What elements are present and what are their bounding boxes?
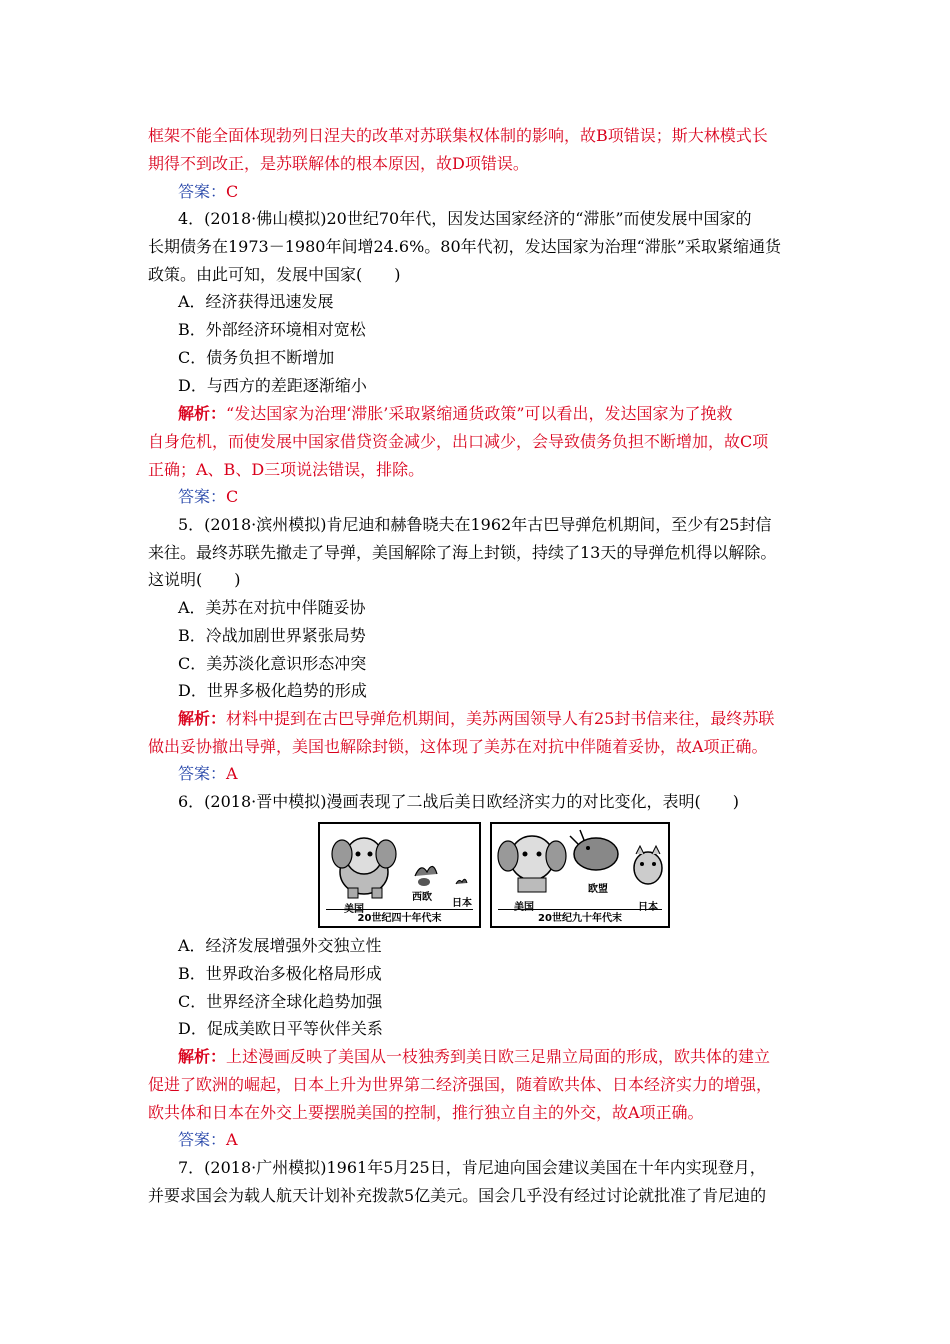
question-4-line: 政策。由此可知，发展中国家( ) <box>148 265 401 284</box>
answer-line <box>178 1126 838 1154</box>
answer-line <box>178 483 838 511</box>
option-b: B．外部经济环境相对宽松 <box>178 320 366 339</box>
explanation-line: 正确；A、B、D三项说法错误，排除。 <box>148 460 425 479</box>
caption-1940s: 20世纪四十年代末 <box>357 913 442 924</box>
explanation-label: 解析： <box>178 1047 227 1066</box>
text-line: 期得不到改正，是苏联解体的根本原因，故D项错误。 <box>148 154 529 173</box>
answer-value: A <box>226 764 238 783</box>
answer-label: 答案： <box>178 764 227 783</box>
option-d: D．与西方的差距逐渐缩小 <box>178 376 367 395</box>
option-d: D．世界多极化趋势的形成 <box>178 681 367 700</box>
label-eu: 欧盟 <box>588 884 608 895</box>
option-c: C．世界经济全球化趋势加强 <box>178 992 383 1011</box>
answer-value: C <box>226 487 239 506</box>
explanation-line: 解析：“发达国家为治理‘滞胀’采取紧缩通货政策”可以看出，发达国家为了挽救 <box>178 404 733 423</box>
label-usa: 美国 <box>514 902 534 913</box>
explanation-line: 欧共体和日本在外交上要摆脱美国的控制，推行独立自主的外交，故A项正确。 <box>148 1103 704 1122</box>
answer-line <box>178 760 838 788</box>
option-b: B．世界政治多极化格局形成 <box>178 964 382 983</box>
question-5-line: 5．(2018·滨州模拟)肯尼迪和赫鲁晓夫在1962年古巴导弹危机期间，至少有25封信 <box>178 515 772 534</box>
label-usa: 美国 <box>344 904 364 915</box>
option-a: A．美苏在对抗中伴随妥协 <box>178 598 366 617</box>
cartoon-panel-1940s <box>318 822 481 928</box>
cartoon-panel-1990s <box>490 822 670 928</box>
cartoon-figure <box>318 822 670 930</box>
option-c: C．美苏淡化意识形态冲突 <box>178 654 367 673</box>
label-japan: 日本 <box>638 902 658 913</box>
explanation-line: 做出妥协撤出导弹，美国也解除封锁，这体现了美苏在对抗中伴随着妥协，故A项正确。 <box>148 737 768 756</box>
option-b: B．冷战加剧世界紧张局势 <box>178 626 366 645</box>
question-7-line: 7．(2018·广州模拟)1961年5月25日，肯尼迪向国会建议美国在十年内实现登月， <box>178 1158 766 1177</box>
label-japan: 日本 <box>452 898 472 909</box>
answer-label: 答案： <box>178 1130 227 1149</box>
option-a: A．经济获得迅速发展 <box>178 292 334 311</box>
question-5-line: 这说明( ) <box>148 570 241 589</box>
explanation-label: 解析： <box>178 404 227 423</box>
answer-label: 答案： <box>178 182 227 201</box>
label-west-europe: 西欧 <box>412 892 432 903</box>
answer-line <box>178 178 838 206</box>
caption-1990s: 20世纪九十年代末 <box>538 913 622 924</box>
option-c: C．债务负担不断增加 <box>178 348 335 367</box>
question-4-line: 4．(2018·佛山模拟)20世纪70年代，因发达国家经济的“滞胀”而使发展中国家的 <box>178 209 752 228</box>
answer-label: 答案： <box>178 487 227 506</box>
question-5-line: 来往。最终苏联先撤走了导弹，美国解除了海上封锁，持续了13天的导弹危机得以解除。 <box>148 543 777 562</box>
explanation-label: 解析： <box>178 709 227 728</box>
option-d: D．促成美欧日平等伙伴关系 <box>178 1019 383 1038</box>
question-4-line: 长期债务在1973－1980年间增24.6%。80年代初，发达国家为治理“滞胀”采取紧缩通货 <box>148 237 781 256</box>
option-a: A．经济发展增强外交独立性 <box>178 936 382 955</box>
explanation-line: 解析：材料中提到在古巴导弹危机期间，美苏两国领导人有25封书信来往，最终苏联 <box>178 709 775 728</box>
answer-value: C <box>226 182 239 201</box>
text-line: 框架不能全面体现勃列日涅夫的改革对苏联集权体制的影响，故B项错误；斯大林模式长 <box>148 126 768 145</box>
explanation-line: 解析：上述漫画反映了美国从一枝独秀到美日欧三足鼎立局面的形成，欧共体的建立 <box>178 1047 771 1066</box>
question-7-line: 并要求国会为载人航天计划补充拨款5亿美元。国会几乎没有经过讨论就批准了肯尼迪的 <box>148 1186 767 1205</box>
explanation-line: 促进了欧洲的崛起，日本上升为世界第二经济强国，随着欧共体、日本经济实力的增强， <box>148 1075 773 1094</box>
answer-value: A <box>226 1130 238 1149</box>
explanation-line: 自身危机，而使发展中国家借贷资金减少，出口减少，会导致债务负担不断增加，故C项 <box>148 432 769 451</box>
question-6-line: 6．(2018·晋中模拟)漫画表现了二战后美日欧经济实力的对比变化，表明( ) <box>178 792 739 811</box>
